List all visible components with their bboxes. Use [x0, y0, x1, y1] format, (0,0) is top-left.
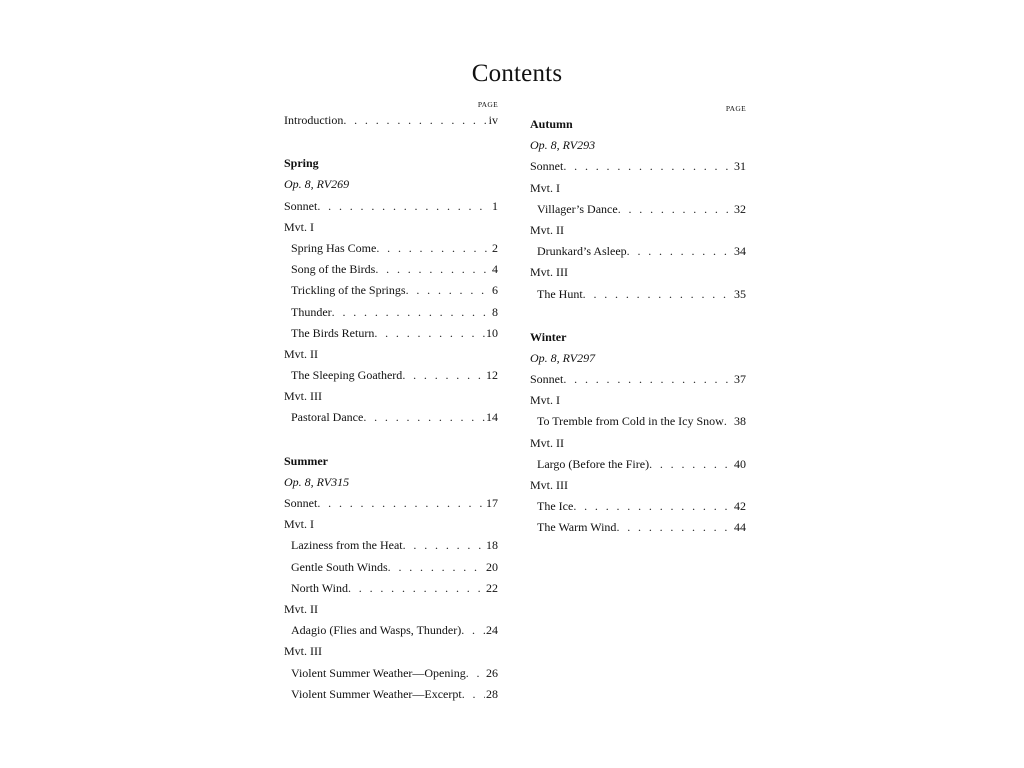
dot-leader	[618, 199, 733, 220]
toc-entry	[530, 411, 746, 432]
dot-leader	[348, 578, 485, 599]
toc-entry-label: Violent Summer Weather—Opening	[291, 665, 466, 680]
movement-label: Mvt. II	[284, 601, 318, 616]
toc-entry-page: 40	[734, 456, 746, 471]
movement-label: Mvt. III	[530, 265, 568, 280]
toc-entry-label: Violent Summer Weather—Excerpt	[291, 686, 462, 701]
dot-leader	[616, 517, 733, 538]
toc-entry	[530, 496, 746, 517]
section-heading-autumn: Autumn	[530, 117, 573, 131]
dot-leader	[462, 684, 485, 705]
toc-entry-label: The Birds Return	[291, 325, 375, 340]
section-heading-winter: Winter	[530, 329, 567, 344]
dot-leader	[461, 620, 485, 641]
toc-entry-page: 8	[492, 304, 498, 319]
page-column-label: PAGE	[477, 100, 498, 109]
section-heading-summer: Summer	[284, 453, 328, 468]
dot-leader	[466, 663, 485, 684]
toc-entry-label: To Tremble from Cold in the Icy Snow	[537, 414, 724, 429]
dot-leader	[406, 280, 491, 301]
section-heading-spring: Spring	[284, 156, 319, 171]
contents-column-left	[284, 100, 498, 705]
toc-entry-page: iv	[488, 113, 498, 127]
toc-entry	[530, 199, 746, 220]
toc-entry-label: Largo (Before the Fire)	[537, 456, 650, 471]
toc-entry-page: 20	[486, 559, 498, 574]
toc-entry-page: 2	[492, 240, 498, 255]
toc-entry-label: Trickling of the Springs	[291, 283, 406, 298]
opus-line-winter: Op. 8, RV297	[530, 350, 596, 365]
dot-leader	[649, 454, 733, 475]
dot-leader	[388, 557, 485, 578]
toc-entry	[284, 407, 498, 428]
toc-entry	[284, 663, 498, 684]
dot-leader	[403, 535, 485, 556]
toc-entry-label: Introduction	[284, 113, 344, 127]
dot-leader	[374, 323, 485, 344]
toc-entry-page: 31	[734, 159, 746, 174]
opus-line-autumn: Op. 8, RV293	[530, 138, 596, 153]
toc-entry-label: The Sleeping Goatherd	[291, 368, 403, 383]
toc-entry-page: 17	[486, 496, 498, 510]
dot-leader	[402, 365, 485, 386]
dot-leader	[343, 110, 487, 131]
toc-entry-label: Sonnet	[530, 372, 564, 387]
toc-entry	[284, 323, 498, 344]
toc-entry-page: 1	[492, 198, 498, 213]
movement-label: Mvt. I	[284, 219, 314, 234]
toc-entry-label: Pastoral Dance	[291, 410, 364, 425]
toc-entry-spring-sonnet	[284, 196, 498, 217]
toc-entry-page: 26	[486, 665, 498, 680]
toc-entry-page: 22	[486, 580, 498, 595]
toc-entry-page: 44	[734, 520, 746, 535]
toc-entry	[530, 454, 746, 475]
toc-entry-label: North Wind	[291, 580, 348, 595]
toc-entry	[284, 302, 498, 323]
toc-entry	[284, 365, 498, 386]
dot-leader	[363, 407, 485, 428]
toc-entry-label: Song of the Birds	[291, 262, 376, 277]
toc-entry-label: Sonnet	[284, 198, 318, 213]
movement-label: Mvt. III	[530, 478, 568, 492]
toc-entry	[284, 535, 498, 556]
toc-entry-label: Adagio (Flies and Wasps, Thunder)	[291, 623, 462, 638]
toc-entry-page: 32	[734, 201, 746, 216]
page-column-label: PAGE	[725, 104, 746, 113]
dot-leader	[583, 284, 733, 305]
contents-column-right	[530, 100, 746, 539]
toc-entry	[284, 578, 498, 599]
movement-label: Mvt. II	[284, 346, 318, 361]
page-title: Contents	[471, 60, 563, 87]
toc-entry-label: Laziness from the Heat	[291, 538, 403, 553]
toc-entry-introduction	[284, 110, 498, 131]
toc-entry-page: 6	[492, 283, 498, 298]
toc-entry	[284, 684, 498, 705]
movement-label: Mvt. II	[530, 435, 564, 450]
movement-label: Mvt. I	[530, 180, 560, 195]
dot-leader	[563, 156, 733, 177]
toc-entry	[530, 517, 746, 538]
dot-leader	[376, 238, 491, 259]
toc-entry-page: 24	[486, 623, 498, 638]
toc-entry-label: Drunkard’s Asleep	[537, 244, 627, 259]
toc-entry	[284, 259, 498, 280]
toc-entry	[530, 241, 746, 262]
toc-entry-label: Gentle South Winds	[291, 559, 388, 574]
dot-leader	[573, 496, 733, 517]
toc-entry	[530, 284, 746, 305]
dot-leader	[375, 259, 491, 280]
toc-entry-page: 4	[492, 262, 498, 277]
dot-leader	[317, 493, 485, 514]
movement-label: Mvt. III	[284, 389, 322, 404]
toc-entry-label: The Hunt	[537, 286, 583, 301]
toc-entry-winter-sonnet	[530, 369, 746, 390]
toc-entry-label: Sonnet	[284, 496, 318, 510]
dot-leader	[627, 241, 733, 262]
movement-label: Mvt. III	[284, 644, 322, 659]
toc-entry-page: 37	[734, 372, 746, 387]
toc-entry-page: 38	[734, 414, 746, 429]
toc-entry-label: Thunder	[291, 304, 332, 319]
toc-entry-label: The Warm Wind	[537, 520, 617, 535]
dot-leader	[332, 302, 491, 323]
movement-label: Mvt. I	[530, 393, 560, 408]
toc-entry	[284, 280, 498, 301]
dot-leader	[317, 196, 491, 217]
toc-entry-label: Villager’s Dance	[537, 201, 618, 216]
movement-label: Mvt. I	[284, 517, 314, 532]
toc-entry	[284, 238, 498, 259]
toc-entry-page: 10	[486, 325, 498, 340]
opus-line-summer: Op. 8, RV315	[284, 474, 350, 489]
toc-entry-page: 42	[734, 499, 746, 514]
dot-leader	[563, 369, 733, 390]
toc-entry-label: Spring Has Come	[291, 240, 377, 255]
toc-entry	[284, 557, 498, 578]
toc-entry	[284, 620, 498, 641]
toc-entry-page: 28	[486, 686, 498, 701]
movement-label: Mvt. II	[530, 222, 564, 237]
toc-entry-page: 14	[486, 410, 498, 425]
opus-line-spring: Op. 8, RV269	[284, 177, 350, 192]
toc-entry-page: 18	[486, 538, 498, 553]
toc-entry-page: 12	[486, 368, 498, 383]
toc-entry-label: The Ice	[537, 499, 574, 514]
toc-entry-label: Sonnet	[530, 159, 564, 174]
toc-entry-page: 35	[734, 286, 746, 301]
toc-entry-autumn-sonnet	[530, 156, 746, 177]
toc-entry-page: 34	[734, 244, 746, 259]
toc-entry-summer-sonnet	[284, 493, 498, 514]
dot-leader	[724, 411, 733, 432]
